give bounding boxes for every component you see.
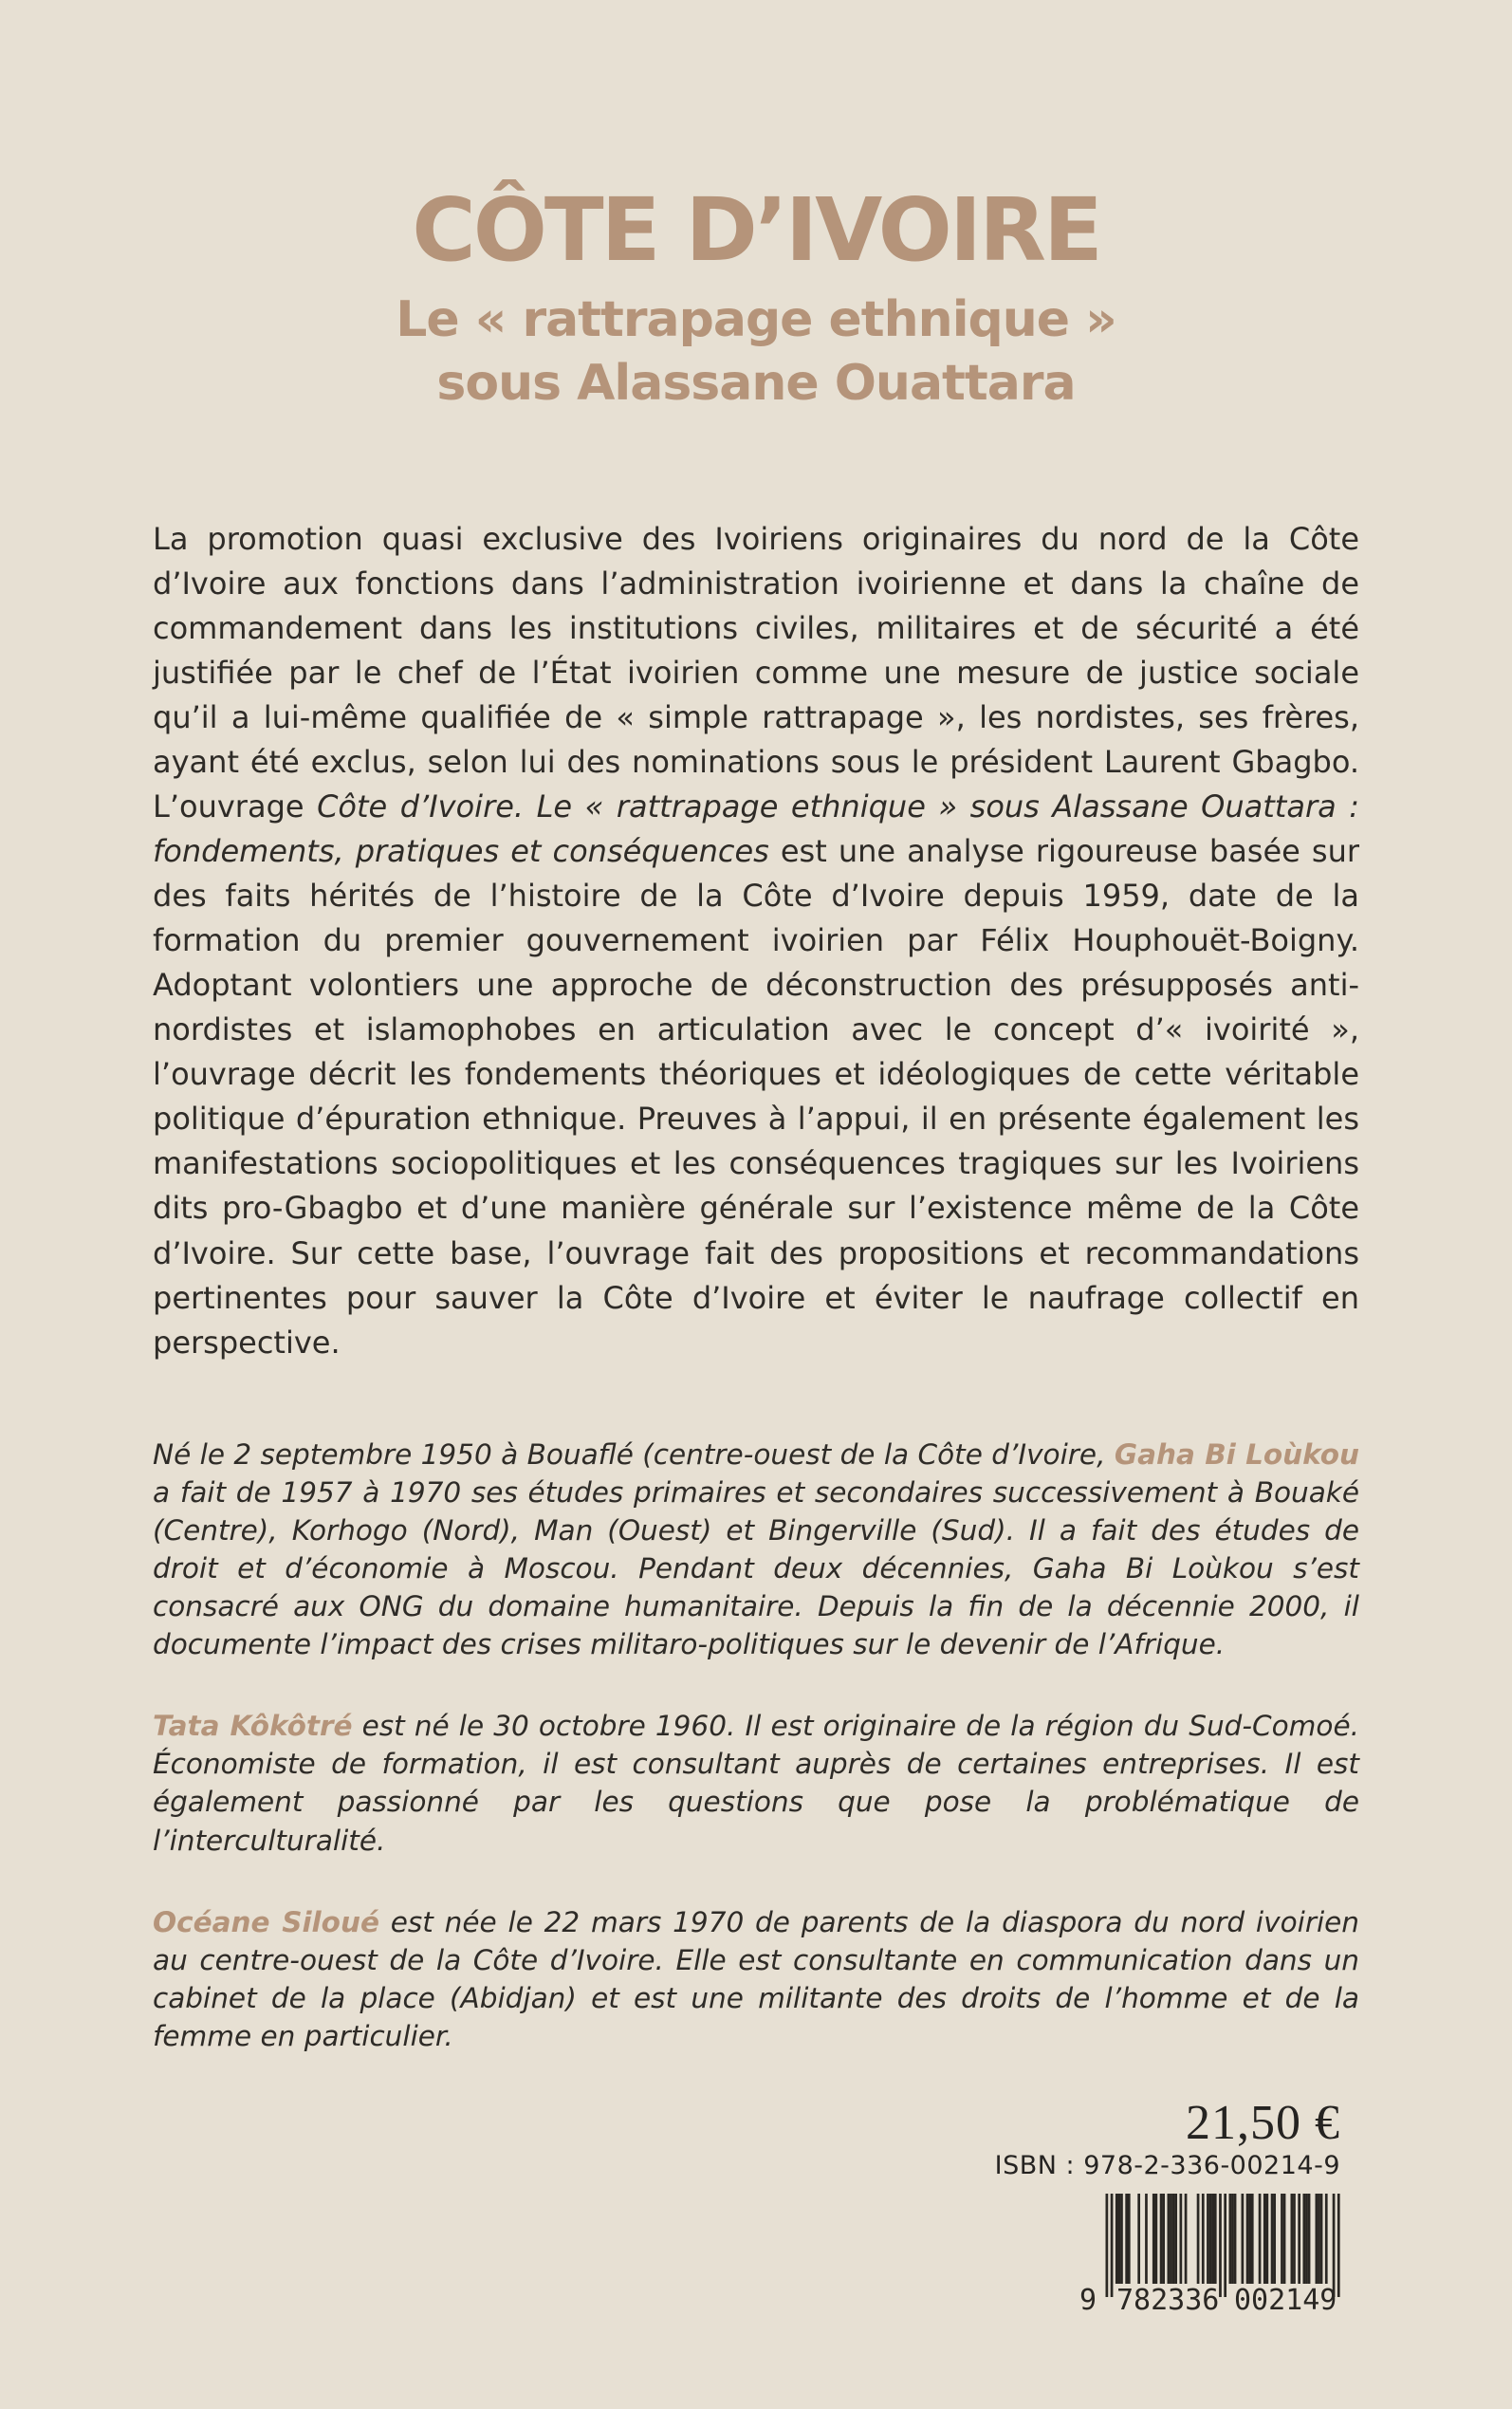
barcode xyxy=(1079,2194,1340,2319)
text-run: est une analyse rigoureuse basée sur des faits hérités de l’histoire de la Côte d’Ivoire depuis 1959, date de la formation du premier gouvernement ivoirien par Félix Houphouët-Boigny. Adoptant volontiers une approche de déconstruction des présupposés anti-nordistes et islamophobes en articulation avec le concept d’« ivoirité », l’ouvrage décrit les fondements théoriques et idéologiques de cette véritable politique d’épuration ethnique. Preuves à l’appui, il en présente également les manifestations sociopolitiques et les conséquences tragiques sur les Ivoiriens dits pro-Gbagbo et d’une manière générale sur l’existence même de la Côte d’Ivoire. Sur cette base, l’ouvrage fait des propositions et recommandations pertinentes pour sauver la Côte d’Ivoire et éviter le naufrage collectif en perspective. xyxy=(153,833,1360,1361)
synopsis-paragraph xyxy=(153,517,1359,1365)
text-run: Océane Siloué xyxy=(153,1905,379,1938)
book-subtitle-line1: Le « rattrapage ethnique » xyxy=(396,290,1116,348)
bio-oceane-siloue xyxy=(153,1903,1359,2055)
bio-tata-kokotre xyxy=(153,1707,1359,1859)
synopsis xyxy=(153,517,1359,1365)
text-run: est née le 22 mars 1970 de parents de la diaspora du nord ivoirien au centre-ouest de la Côte d’Ivoire. Elle est consultante en communication dans un cabinet de la place (Abidjan) et est une militante des droits de l’homme et de la femme en particulier. xyxy=(153,1905,1359,2053)
book-title: CÔTE D’IVOIRE xyxy=(412,179,1100,281)
barcode-digits-right: 002149 xyxy=(1234,2283,1337,2317)
barcode-digits xyxy=(1079,2283,1340,2317)
book-subtitle-line2: sous Alassane Ouattara xyxy=(436,355,1076,413)
barcode-digits-left: 782336 xyxy=(1116,2283,1220,2317)
author-bios xyxy=(153,1436,1359,2056)
text-run: Né le 2 septembre 1950 à Bouaflé (centre-ouest de la Côte d’Ivoire, xyxy=(153,1437,1115,1471)
text-run: Gaha Bi Loùkou xyxy=(1114,1437,1359,1471)
barcode-bars xyxy=(1105,2194,1340,2297)
price: 21,50 € xyxy=(1186,2096,1340,2150)
isbn: ISBN : 978-2-336-00214-9 xyxy=(994,2151,1340,2180)
text-run: est né le 30 octobre 1960. Il est originaire de la région du Sud-Comoé. Économiste de formation, il est consultant auprès de certaines entreprises. Il est également passionné par les questions que pose la problématique de l’interculturalité. xyxy=(153,1710,1359,1857)
barcode-digit-outer: 9 xyxy=(1079,2283,1097,2317)
title-block xyxy=(0,0,1512,417)
text-run: a fait de 1957 à 1970 ses études primaires et secondaires successivement à Bouaké (Centre), Korhogo (Nord), Man (Ouest) et Bingerville (Sud). Il a fait des études de droit et d’économie à Moscou. Pendant deux décennies, Gaha Bi Loùkou s’est consacré aux ONG du domaine humanitaire. Depuis la fin de la décennie 2000, il documente l’impact des crises militaro-politiques sur le devenir de l’Afrique. xyxy=(153,1475,1359,1661)
text-run: La promotion quasi exclusive des Ivoiriens originaires du nord de la Côte d’Ivoire aux fonctions dans l’administration ivoirienne et dans la chaîne de commandement dans les institutions civiles, militaires et de sécurité a été justifiée par le chef de l’État ivoirien comme une mesure de justice sociale qu’il a lui-même qualifiée de « simple rattrapage », les nordistes, ses frères, ayant été exclus, selon lui des nominations sous le président Laurent Gbagbo. L’ouvrage xyxy=(153,521,1359,825)
bio-gaha-bi-loukou xyxy=(153,1436,1359,1664)
text-run: Côte d’Ivoire. Le « rattrapage ethnique » sous Alassane Ouattara : fondements, pratiques et conséquences xyxy=(153,788,1360,870)
colophon xyxy=(942,2096,1340,2319)
text-run: Tata Kôkôtré xyxy=(153,1710,353,1743)
